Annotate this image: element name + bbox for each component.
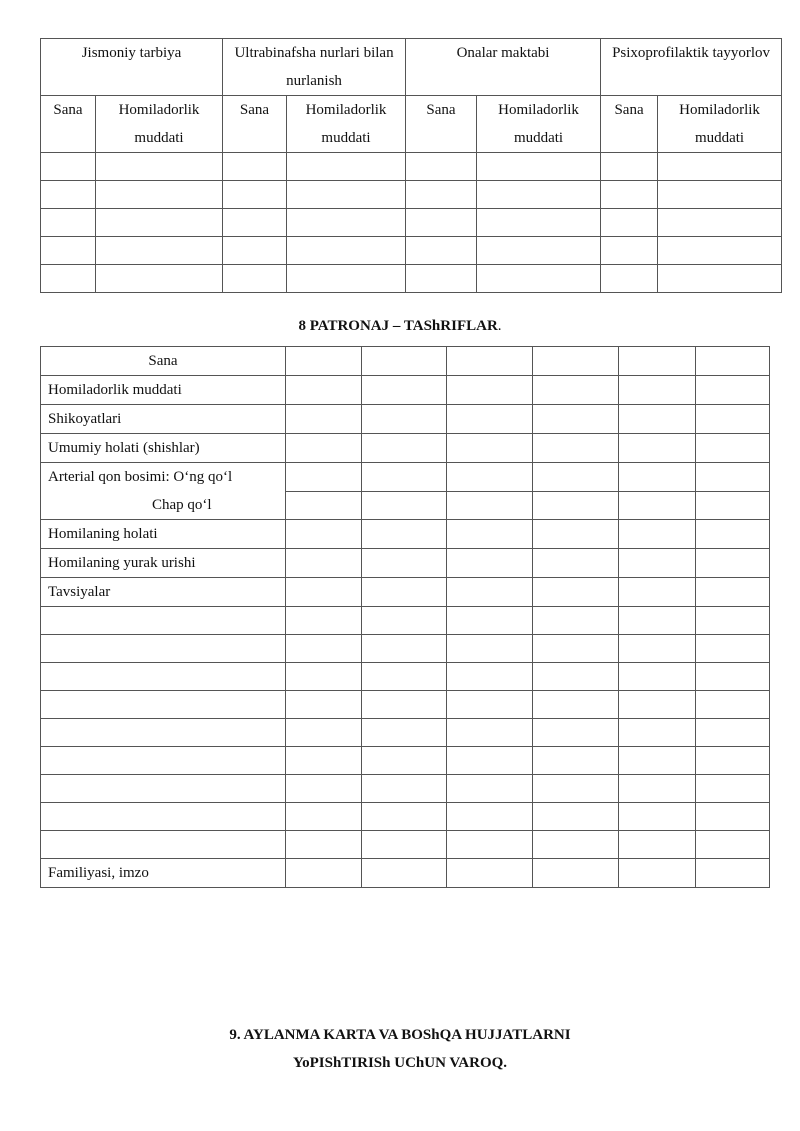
table-cell[interactable] — [601, 181, 658, 209]
visit-cell[interactable] — [696, 376, 770, 405]
visit-cell[interactable] — [286, 549, 362, 578]
visit-cell[interactable] — [619, 520, 696, 549]
row-blank — [41, 775, 770, 803]
visit-cell[interactable] — [619, 775, 696, 803]
table-row — [41, 209, 782, 237]
visit-cell[interactable] — [362, 747, 447, 775]
table-cell[interactable] — [41, 265, 96, 293]
section-title-attachments-line1: 9. AYLANMA KARTA VA BOShQA HUJJATLARNI — [229, 1027, 571, 1043]
visit-cell[interactable] — [286, 635, 362, 663]
table-cell[interactable] — [41, 181, 96, 209]
visit-cell[interactable] — [696, 607, 770, 635]
row-blank-label[interactable] — [41, 831, 286, 859]
table-cell[interactable] — [287, 237, 406, 265]
visit-cell[interactable] — [533, 607, 619, 635]
visit-cell[interactable] — [286, 347, 362, 376]
row-date — [41, 347, 770, 376]
row-fetus-label: Homilaning holati — [41, 520, 286, 549]
visit-cell[interactable] — [362, 691, 447, 719]
table-cell[interactable] — [477, 153, 601, 181]
row-signature-label: Familiyasi, imzo — [41, 859, 286, 888]
visit-cell[interactable] — [696, 719, 770, 747]
visit-cell[interactable] — [362, 607, 447, 635]
visit-cell[interactable] — [286, 859, 362, 888]
visit-cell[interactable] — [447, 691, 533, 719]
visit-cell[interactable] — [696, 405, 770, 434]
visit-cell[interactable] — [696, 347, 770, 376]
row-heartbeat-label: Homilaning yurak urishi — [41, 549, 286, 578]
row-recommendations-label: Tavsiyalar — [41, 578, 286, 607]
visit-cell[interactable] — [286, 775, 362, 803]
row-blank-label[interactable] — [41, 691, 286, 719]
visit-cell[interactable] — [533, 376, 619, 405]
row-complaints — [41, 405, 770, 434]
visit-cell[interactable] — [696, 635, 770, 663]
visit-cell[interactable] — [696, 859, 770, 888]
header-mothers-school: Onalar maktabi — [406, 39, 601, 96]
row-blank-label[interactable] — [41, 719, 286, 747]
table-cell[interactable] — [96, 237, 223, 265]
activities-header-row — [41, 39, 782, 96]
table-cell[interactable] — [406, 153, 477, 181]
visit-cell[interactable] — [533, 434, 619, 463]
row-signature — [41, 859, 770, 888]
row-blank-label[interactable] — [41, 803, 286, 831]
table-cell[interactable] — [287, 181, 406, 209]
subheader-date: Sana — [406, 96, 477, 153]
visit-cell[interactable] — [286, 719, 362, 747]
header-psychoprophylactic: Psixoprofilaktik tayyorlov — [601, 39, 782, 96]
visit-cell[interactable] — [286, 607, 362, 635]
row-blank — [41, 719, 770, 747]
visit-cell[interactable] — [619, 434, 696, 463]
visit-cell[interactable] — [362, 719, 447, 747]
visit-cell[interactable] — [362, 775, 447, 803]
subheader-date: Sana — [601, 96, 658, 153]
table-row — [41, 153, 782, 181]
visit-cell[interactable] — [362, 491, 447, 520]
table-cell[interactable] — [658, 181, 782, 209]
table-cell[interactable] — [96, 153, 223, 181]
visit-cell[interactable] — [533, 405, 619, 434]
visit-cell[interactable] — [696, 520, 770, 549]
table-cell[interactable] — [96, 181, 223, 209]
visit-cell[interactable] — [533, 691, 619, 719]
visit-cell[interactable] — [362, 463, 447, 492]
visit-cell[interactable] — [696, 803, 770, 831]
row-blank-label[interactable] — [41, 747, 286, 775]
visit-cell[interactable] — [286, 691, 362, 719]
table-cell[interactable] — [406, 265, 477, 293]
table-row — [41, 265, 782, 293]
visit-cell[interactable] — [447, 491, 533, 520]
visit-cell[interactable] — [619, 463, 696, 492]
visit-cell[interactable] — [619, 691, 696, 719]
visit-cell[interactable] — [619, 578, 696, 607]
table-cell[interactable] — [287, 153, 406, 181]
visit-cell[interactable] — [533, 549, 619, 578]
visit-cell[interactable] — [533, 859, 619, 888]
visit-cell[interactable] — [362, 434, 447, 463]
row-blank — [41, 831, 770, 859]
table-cell[interactable] — [658, 237, 782, 265]
visit-cell[interactable] — [533, 520, 619, 549]
row-complaints-label: Shikoyatlari — [41, 405, 286, 434]
subheader-term: Homiladorlik muddati — [287, 96, 406, 153]
activities-subheader-row — [41, 96, 782, 153]
visit-cell[interactable] — [447, 405, 533, 434]
row-recommendations — [41, 578, 770, 607]
subheader-term: Homiladorlik muddati — [477, 96, 601, 153]
table-cell[interactable] — [658, 209, 782, 237]
subheader-date: Sana — [223, 96, 287, 153]
table-cell[interactable] — [223, 265, 287, 293]
visit-cell[interactable] — [362, 549, 447, 578]
visit-cell[interactable] — [286, 463, 362, 492]
visit-cell[interactable] — [696, 549, 770, 578]
visit-cell[interactable] — [696, 663, 770, 691]
table-cell[interactable] — [477, 209, 601, 237]
table-cell[interactable] — [477, 237, 601, 265]
row-bp-right — [41, 463, 770, 492]
table-cell[interactable] — [601, 209, 658, 237]
visit-cell[interactable] — [286, 747, 362, 775]
visit-cell[interactable] — [696, 775, 770, 803]
row-fetus — [41, 520, 770, 549]
table-row — [41, 237, 782, 265]
row-blank — [41, 635, 770, 663]
visit-cell[interactable] — [696, 463, 770, 492]
visit-cell[interactable] — [619, 663, 696, 691]
section-title-attachments-line2: YoPIShTIRISh UChUN VAROQ. — [292, 1055, 508, 1071]
visit-cell[interactable] — [362, 859, 447, 888]
visit-cell[interactable] — [619, 859, 696, 888]
visit-cell[interactable] — [362, 405, 447, 434]
section-title-patronage-period: . — [497, 318, 502, 334]
visit-cell[interactable] — [286, 663, 362, 691]
visit-cell[interactable] — [619, 831, 696, 859]
visit-cell[interactable] — [619, 347, 696, 376]
visit-cell[interactable] — [447, 719, 533, 747]
visit-cell[interactable] — [286, 491, 362, 520]
visit-cell[interactable] — [362, 376, 447, 405]
visit-cell[interactable] — [533, 635, 619, 663]
table-cell[interactable] — [223, 153, 287, 181]
visit-cell[interactable] — [619, 747, 696, 775]
visit-cell[interactable] — [533, 803, 619, 831]
visit-cell[interactable] — [533, 719, 619, 747]
visit-cell[interactable] — [619, 491, 696, 520]
table-cell[interactable] — [41, 237, 96, 265]
table-cell[interactable] — [406, 237, 477, 265]
visit-cell[interactable] — [696, 747, 770, 775]
visit-cell[interactable] — [696, 491, 770, 520]
row-blank-label[interactable] — [41, 635, 286, 663]
header-physical-training: Jismoniy tarbiya — [41, 39, 223, 96]
row-term — [41, 376, 770, 405]
visit-cell[interactable] — [696, 831, 770, 859]
table-cell[interactable] — [287, 209, 406, 237]
visit-cell[interactable] — [362, 831, 447, 859]
visit-cell[interactable] — [533, 463, 619, 492]
visit-cell[interactable] — [447, 578, 533, 607]
row-blank-label[interactable] — [41, 663, 286, 691]
table-cell[interactable] — [41, 153, 96, 181]
visit-cell[interactable] — [696, 434, 770, 463]
visit-cell[interactable] — [447, 775, 533, 803]
visit-cell[interactable] — [362, 578, 447, 607]
visit-cell[interactable] — [619, 376, 696, 405]
visit-cell[interactable] — [286, 578, 362, 607]
row-bp-left-label: Chap qo‘l — [41, 491, 286, 520]
visit-cell[interactable] — [447, 831, 533, 859]
visit-cell[interactable] — [533, 578, 619, 607]
visit-cell[interactable] — [447, 663, 533, 691]
table-cell[interactable] — [477, 265, 601, 293]
row-general — [41, 434, 770, 463]
subheader-term: Homiladorlik muddati — [96, 96, 223, 153]
subheader-date: Sana — [41, 96, 96, 153]
row-blank — [41, 607, 770, 635]
visit-cell[interactable] — [447, 607, 533, 635]
visit-cell[interactable] — [447, 859, 533, 888]
visit-cell[interactable] — [447, 463, 533, 492]
visit-cell[interactable] — [533, 775, 619, 803]
table-cell[interactable] — [96, 209, 223, 237]
visit-cell[interactable] — [286, 434, 362, 463]
table-cell[interactable] — [406, 209, 477, 237]
visit-cell[interactable] — [447, 347, 533, 376]
table-cell[interactable] — [96, 265, 223, 293]
visit-cell[interactable] — [362, 520, 447, 549]
visit-cell[interactable] — [447, 635, 533, 663]
visit-cell[interactable] — [286, 376, 362, 405]
table-cell[interactable] — [223, 181, 287, 209]
visit-cell[interactable] — [619, 719, 696, 747]
table-cell[interactable] — [658, 153, 782, 181]
visit-cell[interactable] — [362, 347, 447, 376]
visit-cell[interactable] — [286, 803, 362, 831]
visit-cell[interactable] — [362, 635, 447, 663]
visit-cell[interactable] — [447, 376, 533, 405]
visit-cell[interactable] — [696, 578, 770, 607]
visit-cell[interactable] — [619, 549, 696, 578]
visit-cell[interactable] — [533, 491, 619, 520]
visit-cell[interactable] — [447, 747, 533, 775]
table-cell[interactable] — [41, 209, 96, 237]
visit-cell[interactable] — [286, 520, 362, 549]
visit-cell[interactable] — [619, 607, 696, 635]
visit-cell[interactable] — [533, 831, 619, 859]
table-cell[interactable] — [601, 237, 658, 265]
table-cell[interactable] — [406, 181, 477, 209]
row-date-label: Sana — [41, 347, 286, 376]
table-cell[interactable] — [477, 181, 601, 209]
visit-cell[interactable] — [286, 405, 362, 434]
row-blank-label[interactable] — [41, 607, 286, 635]
row-blank — [41, 663, 770, 691]
visit-cell[interactable] — [447, 803, 533, 831]
row-blank-label[interactable] — [41, 775, 286, 803]
visit-cell[interactable] — [362, 663, 447, 691]
row-bp-right-label: Arterial qon bosimi: O‘ng qo‘l — [41, 463, 286, 492]
visit-cell[interactable] — [619, 405, 696, 434]
table-row — [41, 181, 782, 209]
table-cell[interactable] — [601, 153, 658, 181]
subheader-term: Homiladorlik muddati — [658, 96, 782, 153]
table-cell[interactable] — [658, 265, 782, 293]
section-title-patronage-text: 8 PATRONAJ – TAShRIFLAR — [298, 318, 498, 334]
row-blank — [41, 803, 770, 831]
patronage-table — [40, 346, 770, 888]
table-cell[interactable] — [287, 265, 406, 293]
visit-cell[interactable] — [447, 520, 533, 549]
row-heartbeat — [41, 549, 770, 578]
visit-cell[interactable] — [447, 549, 533, 578]
visit-cell[interactable] — [619, 635, 696, 663]
row-general-label: Umumiy holati (shishlar) — [41, 434, 286, 463]
visit-cell[interactable] — [533, 747, 619, 775]
section-title-patronage — [0, 316, 800, 336]
visit-cell[interactable] — [362, 803, 447, 831]
visit-cell[interactable] — [619, 803, 696, 831]
visit-cell[interactable] — [533, 347, 619, 376]
table-cell[interactable] — [601, 265, 658, 293]
row-blank — [41, 747, 770, 775]
visit-cell[interactable] — [286, 831, 362, 859]
table-cell[interactable] — [223, 237, 287, 265]
row-term-label: Homiladorlik muddati — [41, 376, 286, 405]
visit-cell[interactable] — [533, 663, 619, 691]
row-bp-left — [41, 491, 770, 520]
table-cell[interactable] — [223, 209, 287, 237]
row-blank — [41, 691, 770, 719]
header-uv-irradiation: Ultrabinafsha nurlari bilan nurlanish — [223, 39, 406, 96]
activities-table — [40, 38, 782, 293]
visit-cell[interactable] — [447, 434, 533, 463]
visit-cell[interactable] — [696, 691, 770, 719]
